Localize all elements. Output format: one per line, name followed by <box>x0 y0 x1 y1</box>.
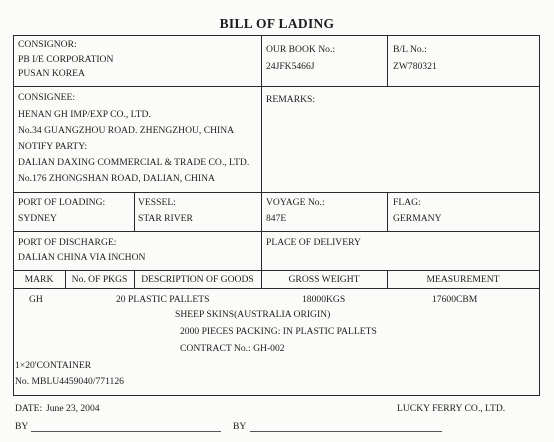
flag-value: GERMANY <box>393 213 442 224</box>
goods-pkgs: 20 PLASTIC PALLETS <box>116 294 210 305</box>
by-label-right: BY <box>233 421 247 432</box>
bl-no-value: ZW780321 <box>393 61 437 72</box>
port-loading-value: SYDNEY <box>18 213 57 224</box>
divider-right-panel <box>261 35 262 270</box>
port-discharge-label: PORT OF DISCHARGE: <box>18 237 117 248</box>
our-book-value: 24JFK5466J <box>266 61 315 72</box>
notify-party-line-1: DALIAN DAXING COMMERCIAL & TRADE CO., LTD. <box>18 157 250 168</box>
remarks-label: REMARKS: <box>266 94 316 105</box>
consignor-line-1: PB I/E CORPORATION <box>18 54 114 65</box>
divider-bl-no <box>387 35 388 86</box>
separator-columns-top <box>13 270 540 271</box>
goods-desc-line-1: SHEEP SKINS(AUSTRALIA ORIGIN) <box>175 309 331 320</box>
place-delivery-label: PLACE OF DELIVERY <box>266 237 361 248</box>
goods-mark: GH <box>29 294 43 305</box>
consignee-line-1: HENAN GH IMP/EXP CO., LTD. <box>18 109 151 120</box>
divider-flag <box>387 192 388 231</box>
container-line-2: No. MBLU4459040/771126 <box>15 376 124 387</box>
bl-no-label: B/L No.: <box>393 44 427 55</box>
vessel-label: VESSEL: <box>138 197 176 208</box>
port-discharge-value: DALIAN CHINA VIA INCHON <box>18 252 146 263</box>
goods-desc-line-3: CONTRACT No.: GH-002 <box>180 343 285 354</box>
frame-left-line <box>13 35 14 396</box>
goods-desc-line-2: 2000 PIECES PACKING: IN PLASTIC PALLETS <box>180 326 377 337</box>
notify-party-label: NOTIFY PARTY: <box>18 141 87 152</box>
separator-columns-bottom <box>13 288 540 289</box>
goods-measure: 17600CBM <box>432 294 478 305</box>
col-header-weight: GROSS WEIGHT <box>288 274 360 285</box>
separator-consignee <box>13 86 540 87</box>
port-loading-label: PORT OF LOADING: <box>18 197 106 208</box>
divider-vessel <box>134 192 135 231</box>
date-label: DATE: <box>15 403 43 414</box>
separator-footer <box>13 395 540 396</box>
signature-line-right <box>250 431 442 432</box>
carrier-name: LUCKY FERRY CO., LTD. <box>397 403 506 414</box>
frame-right-line <box>539 35 540 396</box>
our-book-label: OUR BOOK No.: <box>266 44 336 55</box>
date-value: June 23, 2004 <box>46 403 100 414</box>
col-header-pkgs: No. OF PKGS <box>71 274 128 285</box>
voyage-value: 847E <box>266 213 287 224</box>
vessel-value: STAR RIVER <box>138 213 193 224</box>
consignee-line-2: No.34 GUANGZHOU ROAD. ZHENGZHOU, CHINA <box>18 125 235 136</box>
col-header-desc: DESCRIPTION OF GOODS <box>141 274 254 285</box>
voyage-label: VOYAGE No.: <box>266 197 325 208</box>
separator-port-loading <box>13 192 540 193</box>
by-label-left: BY <box>15 421 29 432</box>
consignor-line-2: PUSAN KOREA <box>18 68 85 79</box>
goods-weight: 18000KGS <box>302 294 346 305</box>
document-title: BILL OF LADING <box>219 16 335 31</box>
separator-port-discharge <box>13 231 540 232</box>
consignor-label: CONSIGNOR: <box>18 39 77 50</box>
consignee-label: CONSIGNEE: <box>18 92 76 103</box>
container-line-1: 1×20'CONTAINER <box>15 360 92 371</box>
col-header-mark: MARK <box>24 274 54 285</box>
frame-top-line <box>13 35 540 36</box>
notify-party-line-2: No.176 ZHONGSHAN ROAD, DALIAN, CHINA <box>18 173 215 184</box>
flag-label: FLAG: <box>393 197 421 208</box>
signature-line-left <box>31 431 221 432</box>
col-header-measure: MEASUREMENT <box>426 274 500 285</box>
